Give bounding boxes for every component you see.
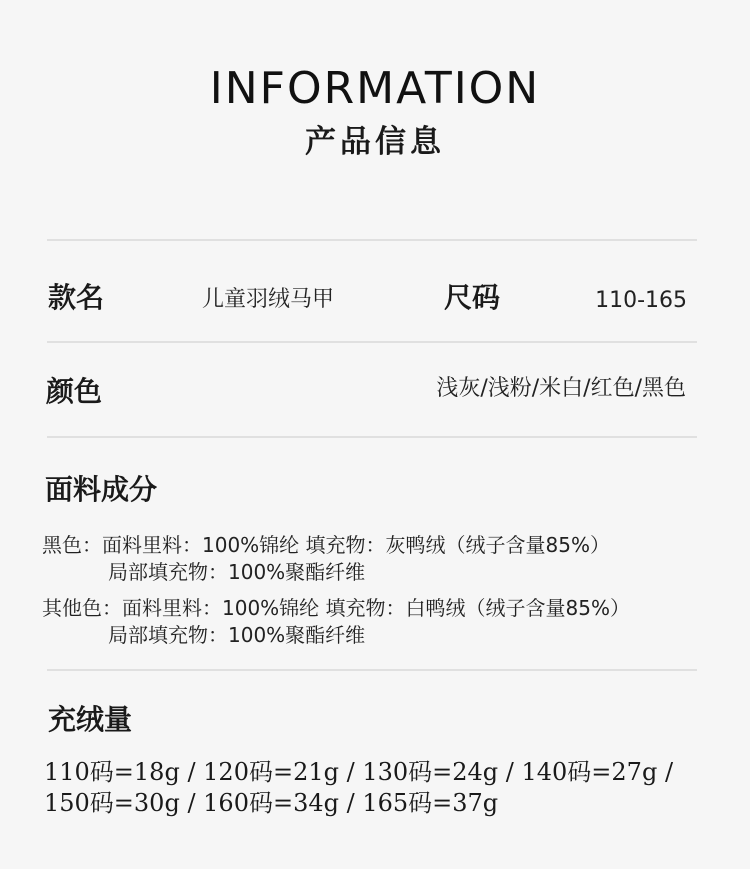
style-name-label: 款名 [48, 281, 105, 314]
size-label: 尺码 [444, 281, 501, 314]
size-value: 110-165 [595, 288, 687, 313]
divider-top [47, 239, 697, 241]
materials-title: 面料成分 [45, 473, 158, 506]
divider-name-color [47, 341, 697, 343]
page-title-chinese: 产品信息 [305, 124, 445, 160]
materials-other-line2: 局部填充物：100%聚酯纤维 [108, 623, 366, 647]
style-name-value: 儿童羽绒马甲 [202, 287, 335, 312]
divider-materials-fill [47, 669, 697, 671]
materials-black-line2: 局部填充物：100%聚酯纤维 [108, 560, 366, 584]
materials-black-line1: 黑色：面料里料：100%锦纶 填充物：灰鸭绒（绒子含量85%） [42, 533, 610, 557]
divider-color-materials [47, 436, 697, 438]
fill-amount-title: 充绒量 [48, 703, 133, 736]
color-value: 浅灰/浅粉/米白/红色/黑色 [436, 376, 686, 401]
fill-amount-line1: 110码=18g / 120码=21g / 130码=24g / 140码=27g / [44, 758, 674, 786]
color-label: 颜色 [46, 375, 103, 408]
page-title-english: INFORMATION [209, 63, 541, 114]
fill-amount-line2: 150码=30g / 160码=34g / 165码=37g [44, 789, 499, 817]
materials-other-line1: 其他色：面料里料：100%锦纶 填充物：白鸭绒（绒子含量85%） [42, 596, 630, 620]
